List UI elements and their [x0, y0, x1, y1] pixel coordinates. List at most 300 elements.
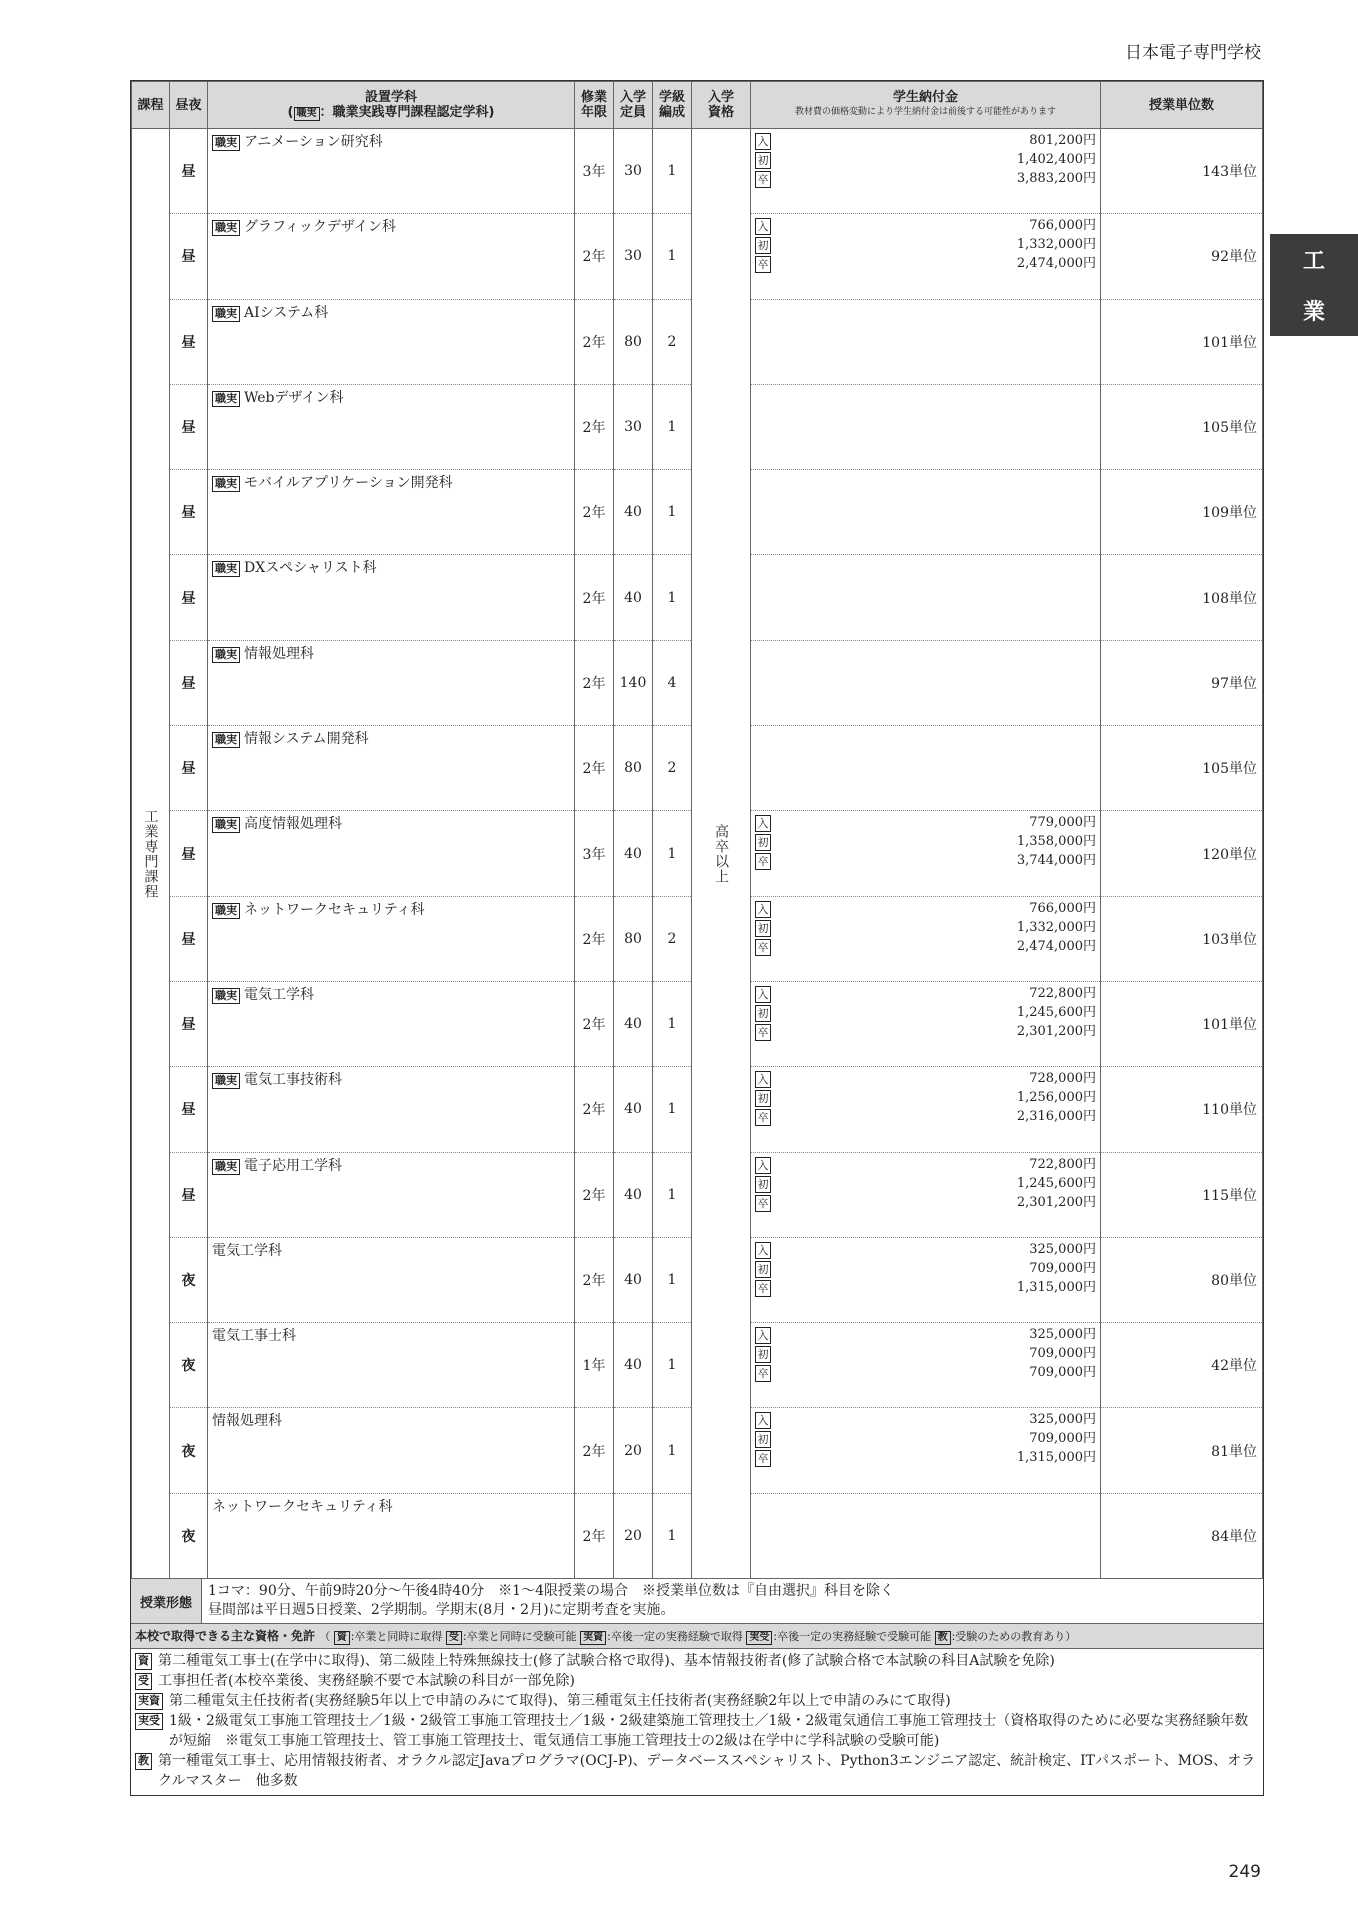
table-body [132, 129, 1263, 1579]
fee-value: 2,474,000円 [1016, 256, 1096, 272]
department-cell [208, 214, 575, 299]
fee-label-badge: 入 [755, 1412, 771, 1429]
classes-cell: 1 [653, 384, 692, 469]
fee-label-badge: 卒 [755, 1109, 771, 1126]
capacity-cell: 30 [614, 129, 653, 214]
header-years-1: 修業 [580, 90, 607, 105]
years-cell: 2年 [575, 1237, 614, 1322]
fee-value: 709,000円 [1029, 1260, 1096, 1276]
classes-cell: 1 [653, 470, 692, 555]
dept-name-text: 電気工学科 [212, 1242, 282, 1259]
fees-cell [751, 1152, 1101, 1237]
dept-tag: 職実 [212, 732, 240, 748]
years-cell: 2年 [575, 299, 614, 384]
department-name [212, 984, 314, 1004]
daynight-cell: 夜 [170, 1408, 208, 1493]
qualification-tag: 実受 [135, 1713, 163, 1730]
department-cell [208, 1408, 575, 1493]
years-cell: 1年 [575, 1323, 614, 1408]
capacity-cell: 80 [614, 299, 653, 384]
fee-value: 325,000円 [1029, 1241, 1096, 1257]
department-cell [208, 384, 575, 469]
category-tab [1270, 234, 1358, 336]
department-cell [208, 726, 575, 811]
legend-text: :卒業と同時に受験可能 [462, 1630, 577, 1644]
course-cell [132, 129, 170, 1579]
fee-list [751, 129, 1100, 188]
fee-label-badge: 初 [755, 1090, 771, 1107]
dept-name-text: 高度情報処理科 [244, 816, 342, 833]
department-name [212, 1240, 282, 1260]
classes-cell: 1 [653, 1152, 692, 1237]
department-name [212, 899, 425, 919]
header-years [575, 82, 614, 129]
department-name [212, 1325, 296, 1345]
fee-label-badge: 入 [755, 901, 771, 918]
fee-value: 728,000円 [1029, 1071, 1096, 1087]
department-name [212, 728, 369, 748]
qualification-tag: 資 [135, 1653, 152, 1670]
credits-cell: 109単位 [1101, 470, 1263, 555]
fee-label-badge: 初 [755, 834, 771, 851]
credits-cell: 97単位 [1101, 640, 1263, 725]
header-dept-paren: ( [287, 104, 294, 120]
fee-label-badge: 入 [755, 133, 771, 150]
legend-item [746, 1630, 934, 1643]
capacity-cell: 40 [614, 470, 653, 555]
capacity-cell: 40 [614, 1067, 653, 1152]
fees-cell [751, 1237, 1101, 1322]
years-cell: 2年 [575, 726, 614, 811]
dept-name-text: AIシステム科 [244, 304, 329, 321]
header-capacity [614, 82, 653, 129]
legend-text: :受験のための教育あり） [951, 1630, 1077, 1644]
dept-tag: 職実 [212, 1073, 240, 1089]
department-cell [208, 640, 575, 725]
years-cell: 2年 [575, 384, 614, 469]
department-name [212, 216, 396, 236]
header-classes [653, 82, 692, 129]
legend-items [334, 1630, 1077, 1643]
fee-value: 709,000円 [1029, 1346, 1096, 1362]
department-cell [208, 299, 575, 384]
fee-value: 1,332,000円 [1016, 919, 1096, 935]
fees-cell [751, 981, 1101, 1066]
table-row [132, 129, 1263, 214]
department-cell [208, 1152, 575, 1237]
credits-cell: 110単位 [1101, 1067, 1263, 1152]
dept-name-text: ネットワークセキュリティ科 [244, 901, 425, 918]
classes-cell: 1 [653, 981, 692, 1066]
capacity-cell: 30 [614, 384, 653, 469]
legend-text: :卒後一定の実務経験で受験可能 [773, 1630, 932, 1644]
qualifications-header [131, 1624, 1263, 1649]
fee-value: 1,315,000円 [1016, 1450, 1096, 1466]
fee-value: 3,883,200円 [1016, 171, 1096, 186]
dept-name-text: 情報処理科 [212, 1413, 282, 1430]
department-cell [208, 555, 575, 640]
header-admission [692, 82, 751, 129]
legend-open: （ [319, 1630, 331, 1644]
department-name [212, 1410, 282, 1430]
credits-cell: 143単位 [1101, 129, 1263, 214]
header-daynight: 昼夜 [170, 82, 208, 129]
department-cell [208, 1237, 575, 1322]
fees-cell [751, 555, 1101, 640]
qualifications-list [131, 1649, 1263, 1795]
qualification-text: 第一種電気工事士、応用情報技術者、オラクル認定Javaプログラマ(OCJ-P)、データベーススペシャリスト、Python3エンジニア認定、統計検定、ITパスポート、MOS、オラクルマスター 他多数 [158, 1753, 1256, 1790]
daynight-cell: 昼 [170, 1067, 208, 1152]
credits-cell: 103単位 [1101, 896, 1263, 981]
fee-value: 779,000円 [1029, 815, 1096, 831]
classes-cell: 2 [653, 726, 692, 811]
qualification-text: 1級・2級電気工事施工管理技士／1級・2級管工事施工管理技士／1級・2級建築施工管理技士／1級・2級電気通信工事施工管理技士（資格取得のために必要な実務経験年数が短縮 ※電気工事施工管理技士、管工事施工管理技士、電気通信工事施工管理技士の2級は在学中に学科試験の受験可能) [169, 1713, 1249, 1750]
qualifications-title: 本校で取得できる主な資格・免許 [135, 1629, 316, 1644]
dept-name-text: Webデザイン科 [244, 389, 344, 406]
daynight-cell: 昼 [170, 1152, 208, 1237]
dept-tag: 職実 [212, 306, 240, 322]
capacity-cell: 80 [614, 896, 653, 981]
header-fees-2: 教材費の価格変動により学生納付金は前後する可能性があります [794, 107, 1056, 117]
classes-cell: 1 [653, 1408, 692, 1493]
capacity-cell: 80 [614, 726, 653, 811]
table-header-row [132, 82, 1263, 129]
fee-value: 1,315,000円 [1016, 1279, 1096, 1295]
header-admission-1: 入学 [707, 90, 734, 105]
qualification-text: 第二種電気工事士(在学中に取得)、第二級陸上特殊無線技士(修了試験合格で取得)、基本情報技術者(修了試験合格で本試験の科目A試験を免除) [158, 1653, 1055, 1670]
fee-label-badge: 卒 [755, 256, 771, 273]
dept-name-text: 電気工事技術科 [244, 1072, 342, 1089]
daynight-cell: 夜 [170, 1323, 208, 1408]
daynight-cell: 昼 [170, 214, 208, 299]
fee-label-badge: 初 [755, 1431, 771, 1448]
fee-value: 1,358,000円 [1016, 834, 1096, 850]
legend-tag: 受 [446, 1631, 462, 1645]
header-department [208, 82, 575, 129]
dept-tag: 職実 [212, 817, 240, 833]
fees-cell [751, 896, 1101, 981]
daynight-cell: 昼 [170, 896, 208, 981]
capacity-cell: 20 [614, 1493, 653, 1578]
dept-name-text: 電気工事士科 [212, 1328, 296, 1345]
classes-cell: 1 [653, 555, 692, 640]
dept-name-text: ネットワークセキュリティ科 [212, 1498, 393, 1515]
credits-cell: 81単位 [1101, 1408, 1263, 1493]
dept-name-text: 情報処理科 [244, 645, 314, 662]
fee-label-badge: 入 [755, 1157, 771, 1174]
dept-name-text: 情報システム開発科 [244, 731, 369, 748]
fees-cell [751, 214, 1101, 299]
fee-label-badge: 入 [755, 1071, 771, 1088]
credits-cell: 105単位 [1101, 384, 1263, 469]
fee-value: 1,245,600円 [1016, 1004, 1096, 1020]
fee-list [751, 811, 1100, 870]
dept-tag: 職実 [212, 476, 240, 492]
fee-label-badge: 卒 [755, 853, 771, 870]
classes-cell: 1 [653, 1237, 692, 1322]
dept-name-text: アニメーション研究科 [244, 134, 383, 150]
credits-cell: 108単位 [1101, 555, 1263, 640]
department-name [212, 1496, 393, 1516]
classes-cell: 1 [653, 1067, 692, 1152]
fee-label-badge: 卒 [755, 1195, 771, 1212]
fees-cell [751, 384, 1101, 469]
capacity-cell: 30 [614, 214, 653, 299]
department-cell [208, 981, 575, 1066]
header-classes-1: 学級 [658, 90, 685, 105]
years-cell: 2年 [575, 1408, 614, 1493]
fee-label-badge: 初 [755, 920, 771, 937]
fee-label-badge: 初 [755, 1005, 771, 1022]
legend-item [334, 1630, 446, 1643]
fee-value: 801,200円 [1029, 133, 1096, 148]
legend-text: :卒後一定の実務経験で取得 [607, 1630, 743, 1644]
fee-value: 1,256,000円 [1016, 1090, 1096, 1106]
fee-label-badge: 入 [755, 1327, 771, 1344]
fee-label-badge: 卒 [755, 1450, 771, 1467]
daynight-cell: 昼 [170, 555, 208, 640]
daynight-cell: 昼 [170, 384, 208, 469]
capacity-cell: 40 [614, 811, 653, 896]
years-cell: 2年 [575, 640, 614, 725]
department-cell [208, 470, 575, 555]
fee-label-badge: 卒 [755, 171, 771, 188]
years-cell: 2年 [575, 1493, 614, 1578]
credits-cell: 84単位 [1101, 1493, 1263, 1578]
legend-item [580, 1630, 746, 1643]
daynight-cell: 昼 [170, 981, 208, 1066]
fee-value: 2,301,200円 [1016, 1023, 1096, 1039]
fee-value: 709,000円 [1029, 1431, 1096, 1447]
department-name [212, 302, 328, 322]
page-number: 249 [1228, 1862, 1261, 1882]
years-cell: 3年 [575, 129, 614, 214]
department-cell [208, 1493, 575, 1578]
dept-tag: 職実 [212, 903, 240, 919]
fee-value: 3,744,000円 [1016, 853, 1096, 869]
dept-name-text: 電気工学科 [244, 986, 314, 1003]
fee-value: 722,800円 [1029, 1156, 1096, 1172]
fee-label-badge: 卒 [755, 1280, 771, 1297]
qualification-item [131, 1751, 1263, 1791]
admission-text: 高卒以上 [713, 823, 729, 884]
department-cell [208, 896, 575, 981]
fee-value: 766,000円 [1029, 900, 1096, 916]
fee-list [751, 1153, 1100, 1212]
classes-cell: 1 [653, 214, 692, 299]
dept-tag: 職実 [212, 391, 240, 407]
qualifications-legend [319, 1630, 1076, 1643]
fee-value: 1,332,000円 [1016, 237, 1096, 253]
daynight-cell: 昼 [170, 470, 208, 555]
fee-label-badge: 卒 [755, 1024, 771, 1041]
legend-tag: 資 [334, 1631, 350, 1645]
department-name [212, 813, 342, 833]
header-capacity-2: 定員 [619, 105, 646, 120]
years-cell: 2年 [575, 981, 614, 1066]
daynight-cell: 夜 [170, 1237, 208, 1322]
dept-name-text: 電子応用工学科 [244, 1157, 342, 1174]
fee-value: 766,000円 [1029, 218, 1096, 234]
qualification-tag: 受 [135, 1673, 152, 1690]
qualification-item [131, 1671, 1263, 1691]
legend-tag: 実資 [580, 1631, 606, 1645]
legend-tag: 実受 [746, 1631, 772, 1645]
class-form-line1: 1コマ：90分、午前9時20分～午後4時40分 ※1～4限授業の場合 ※授業単位数は『自由選択』科目を除く [208, 1583, 894, 1600]
header-dept-line2-text: ：職業実践専門課程認定学科) [319, 104, 495, 120]
fee-value: 709,000円 [1029, 1365, 1096, 1381]
daynight-cell: 夜 [170, 1493, 208, 1578]
legend-item [935, 1630, 1077, 1643]
fee-value: 2,474,000円 [1016, 938, 1096, 954]
fee-list [751, 1408, 1100, 1467]
credits-cell: 120単位 [1101, 811, 1263, 896]
department-cell [208, 129, 575, 214]
fee-value: 1,402,400円 [1016, 152, 1096, 167]
daynight-cell: 昼 [170, 129, 208, 214]
fee-label-badge: 初 [755, 237, 771, 254]
fees-cell [751, 1067, 1101, 1152]
course-table [131, 81, 1263, 1578]
fees-cell [751, 1408, 1101, 1493]
fee-label-badge: 入 [755, 986, 771, 1003]
fee-value: 2,316,000円 [1016, 1109, 1096, 1125]
department-cell [208, 1067, 575, 1152]
department-cell [208, 1323, 575, 1408]
capacity-cell: 40 [614, 1323, 653, 1408]
credits-cell: 80単位 [1101, 1237, 1263, 1322]
header-dept-line2 [208, 105, 574, 121]
years-cell: 2年 [575, 214, 614, 299]
capacity-cell: 20 [614, 1408, 653, 1493]
fee-label-badge: 卒 [755, 1365, 771, 1382]
header-capacity-1: 入学 [619, 90, 646, 105]
daynight-cell: 昼 [170, 299, 208, 384]
fees-cell [751, 470, 1101, 555]
fees-cell [751, 640, 1101, 725]
fee-label-badge: 初 [755, 1176, 771, 1193]
category-tab-line2: 業 [1302, 300, 1325, 325]
header-fees-1: 学生納付金 [892, 90, 958, 105]
department-name [212, 387, 344, 407]
fee-label-badge: 入 [755, 815, 771, 832]
fee-value: 2,301,200円 [1016, 1194, 1096, 1210]
fee-list [751, 982, 1100, 1041]
class-form-section [131, 1578, 1263, 1623]
legend-item [446, 1630, 580, 1643]
fee-value: 1,245,600円 [1016, 1175, 1096, 1191]
qualification-item [131, 1711, 1263, 1751]
capacity-cell: 140 [614, 640, 653, 725]
fee-label-badge: 初 [755, 1261, 771, 1278]
capacity-cell: 40 [614, 1152, 653, 1237]
qualifications-section [131, 1623, 1263, 1795]
fees-cell [751, 811, 1101, 896]
dept-name-text: DXスペシャリスト科 [244, 560, 377, 577]
fees-cell [751, 299, 1101, 384]
daynight-cell: 昼 [170, 726, 208, 811]
dept-tag: 職実 [212, 1159, 240, 1175]
capacity-cell: 40 [614, 555, 653, 640]
dept-tag: 職実 [212, 135, 240, 151]
credits-cell: 92単位 [1101, 214, 1263, 299]
classes-cell: 2 [653, 896, 692, 981]
classes-cell: 2 [653, 299, 692, 384]
qualification-item [131, 1691, 1263, 1711]
header-course: 課程 [132, 82, 170, 129]
fees-cell [751, 1323, 1101, 1408]
header-fees [751, 82, 1101, 129]
department-name [212, 1069, 342, 1089]
classes-cell: 1 [653, 129, 692, 214]
years-cell: 2年 [575, 896, 614, 981]
header-classes-2: 編成 [658, 105, 685, 120]
credits-cell: 115単位 [1101, 1152, 1263, 1237]
class-form-line2: 昼間部は平日週5日授業、2学期制。学期末(8月・2月)に定期考査を実施。 [208, 1602, 675, 1619]
header-admission-2: 資格 [707, 105, 734, 120]
qualification-text: 工事担任者(本校卒業後、実務経験不要で本試験の科目が一部免除) [158, 1673, 575, 1690]
header-credits: 授業単位数 [1101, 82, 1263, 129]
classes-cell: 1 [653, 811, 692, 896]
department-cell [208, 811, 575, 896]
header-years-2: 年限 [580, 105, 607, 120]
legend-tag: 教 [935, 1631, 951, 1645]
class-form-text [202, 1579, 900, 1623]
dept-name-text: モバイルアプリケーション開発科 [244, 475, 453, 492]
fee-label-badge: 初 [755, 152, 771, 169]
fee-value: 722,800円 [1029, 985, 1096, 1001]
years-cell: 3年 [575, 811, 614, 896]
dept-name-text: グラフィックデザイン科 [244, 219, 396, 236]
years-cell: 2年 [575, 1067, 614, 1152]
fee-value: 325,000円 [1029, 1412, 1096, 1428]
fee-label-badge: 卒 [755, 939, 771, 956]
fee-label-badge: 初 [755, 1346, 771, 1363]
fee-list [751, 214, 1100, 273]
daynight-cell: 昼 [170, 811, 208, 896]
fee-list [751, 897, 1100, 956]
course-table-frame [130, 80, 1264, 1796]
admission-cell [692, 129, 751, 1579]
fee-list [751, 1323, 1100, 1382]
header-dept-tag: 職実 [294, 107, 320, 121]
classes-cell: 4 [653, 640, 692, 725]
qualification-tag: 実資 [135, 1693, 163, 1710]
department-name [212, 643, 314, 663]
credits-cell: 101単位 [1101, 981, 1263, 1066]
qualification-tag: 教 [135, 1753, 152, 1770]
classes-cell: 1 [653, 1493, 692, 1578]
capacity-cell: 40 [614, 1237, 653, 1322]
fees-cell [751, 726, 1101, 811]
department-name [212, 131, 383, 151]
capacity-cell: 40 [614, 981, 653, 1066]
fees-cell [751, 129, 1101, 214]
school-name: 日本電子専門学校 [1125, 43, 1261, 63]
header-dept-line1: 設置学科 [364, 89, 417, 105]
fee-list [751, 1067, 1100, 1126]
legend-text: :卒業と同時に取得 [350, 1630, 443, 1644]
qualification-item [131, 1651, 1263, 1671]
fee-label-badge: 入 [755, 218, 771, 235]
fee-label-badge: 入 [755, 1242, 771, 1259]
fees-cell [751, 1493, 1101, 1578]
course-name: 工業専門課程 [142, 808, 159, 899]
qualification-text: 第二種電気主任技術者(実務経験5年以上で申請のみにて取得)、第三種電気主任技術者(実務経験2年以上で申請のみにて取得) [169, 1693, 951, 1710]
department-name [212, 1155, 342, 1175]
department-name [212, 472, 453, 492]
department-name [212, 557, 377, 577]
